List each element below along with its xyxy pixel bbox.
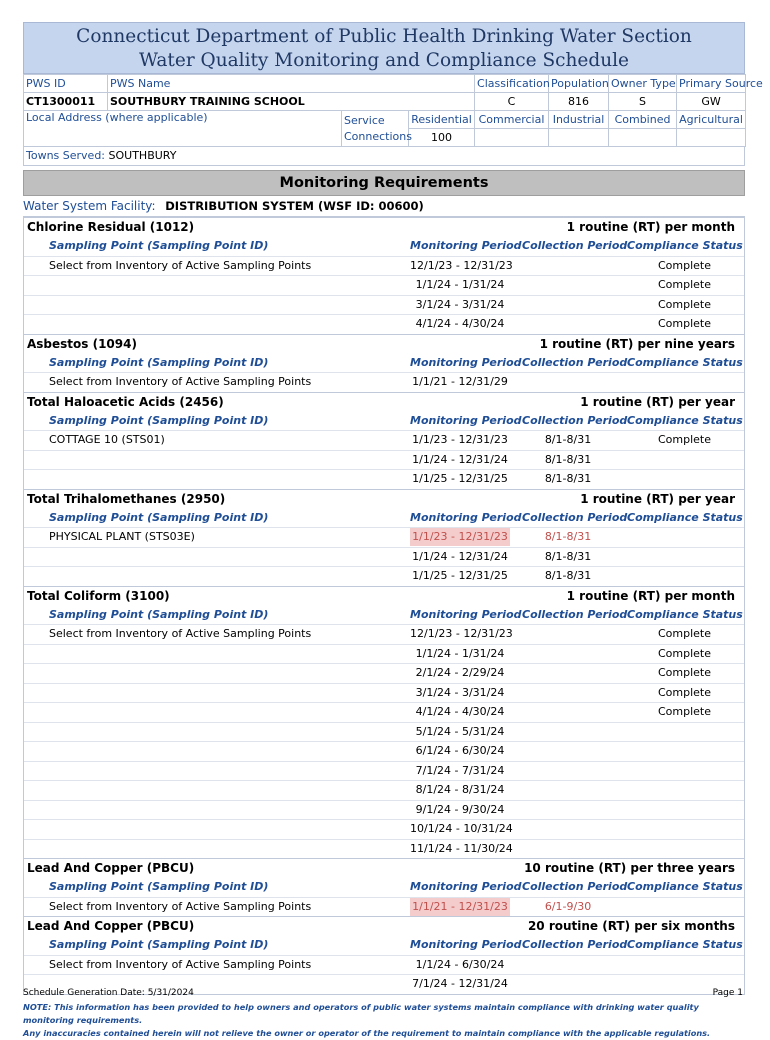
table-row [24, 450, 744, 470]
table-row [24, 819, 744, 839]
analyte-header [24, 489, 744, 509]
sampling-point-header: Sampling Point (Sampling Point ID) [49, 239, 269, 252]
analyte-name: Lead And Copper (PBCU) [27, 861, 195, 875]
compliance-status: Complete [657, 666, 711, 679]
compliance-status: Complete [657, 685, 711, 699]
monitoring-period: 12/1/23 - 12/31/23 [410, 258, 513, 272]
monitoring-period: 1/1/21 - 12/31/23 [410, 898, 510, 916]
collection-period-header: Collection Period [522, 938, 628, 951]
analyte-name: Lead And Copper (PBCU) [27, 919, 195, 933]
analyte-header [24, 858, 744, 878]
compliance-status: Complete [657, 705, 711, 718]
sampling-point-header: Sampling Point (Sampling Point ID) [49, 607, 269, 621]
service-connections-label: Service Connections [342, 111, 409, 147]
monitoring-period: 5/1/24 - 5/31/24 [415, 724, 505, 738]
table-row [24, 761, 744, 781]
towns-value: SOUTHBURY [108, 149, 177, 162]
title-line-2: Water Quality Monitoring and Compliance Schedule [139, 50, 629, 71]
monitoring-period: 1/1/24 - 1/31/24 [415, 646, 505, 660]
compliance-status: Complete [657, 278, 711, 291]
sampling-point: Select from Inventory of Active Sampling Points [49, 957, 312, 971]
table-row [24, 741, 744, 761]
primary-source-value: GW [677, 93, 746, 111]
column-header-row [24, 606, 744, 625]
compliance-status-header: Compliance Status [627, 880, 743, 893]
monitoring-period: 2/1/24 - 2/29/24 [415, 666, 505, 679]
disclaimer-note [23, 1001, 745, 1040]
towns-served [23, 147, 745, 166]
table-row [24, 430, 744, 450]
pws-name-label: PWS Name [108, 75, 475, 93]
monitoring-period: 1/1/24 - 12/31/24 [412, 452, 508, 466]
population-value: 816 [549, 93, 609, 111]
monitoring-frequency: 1 routine (RT) per year [580, 491, 735, 506]
residential-label: Residential [409, 111, 475, 129]
compliance-status-header: Compliance Status [627, 413, 743, 427]
owner-type-label: Owner Type [609, 75, 677, 93]
collection-period: 6/1-9/30 [544, 899, 592, 913]
note-line-2: Any inaccuracies contained herein will not relieve the owner or operator of the requirement to maintain compliance with the applicable regulations. [23, 1027, 711, 1038]
collection-period-header: Collection Period [522, 239, 628, 252]
table-row [24, 566, 744, 586]
sampling-point: Select from Inventory of Active Sampling Points [49, 258, 312, 272]
combined-value [609, 129, 677, 147]
analyte-header [24, 334, 744, 354]
compliance-status: Complete [657, 297, 711, 311]
monitoring-period: 1/1/21 - 12/31/29 [412, 375, 508, 388]
pws-id-value: CT1300011 [24, 93, 108, 111]
sampling-point-header: Sampling Point (Sampling Point ID) [49, 880, 269, 893]
table-row [24, 644, 744, 664]
population-label: Population [549, 75, 609, 93]
sampling-point-header: Sampling Point (Sampling Point ID) [49, 355, 269, 369]
schedule-page [23, 22, 763, 1040]
column-header-row [24, 878, 744, 897]
page-footer [23, 988, 745, 998]
monitoring-frequency: 20 routine (RT) per six months [527, 919, 735, 933]
collection-period-header: Collection Period [522, 355, 628, 369]
column-header-row [24, 936, 744, 955]
analyte-header [24, 217, 744, 237]
combined-label: Combined [609, 111, 677, 129]
towns-label: Towns Served: [26, 149, 106, 162]
table-row [24, 314, 744, 334]
table-row [24, 295, 744, 315]
table-row [24, 839, 744, 859]
sampling-point: Select from Inventory of Active Sampling Points [49, 899, 312, 913]
monitoring-period-header: Monitoring Period [410, 880, 522, 893]
table-row [24, 800, 744, 820]
sampling-point-header: Sampling Point (Sampling Point ID) [49, 413, 269, 427]
monitoring-period: 1/1/24 - 12/31/24 [412, 549, 508, 563]
collection-period: 8/1-8/31 [544, 549, 592, 563]
analyte-header [24, 392, 744, 412]
table-row [24, 780, 744, 800]
collection-period-header: Collection Period [522, 413, 628, 427]
monitoring-period: 1/1/25 - 12/31/25 [412, 569, 508, 582]
collection-period: 8/1-8/31 [544, 452, 592, 466]
facility-label: Water System Facility: [23, 199, 156, 213]
classification-value: C [475, 93, 549, 111]
monitoring-period-header: Monitoring Period [410, 239, 522, 252]
compliance-status: Complete [657, 317, 711, 330]
monitoring-period: 11/1/24 - 11/30/24 [410, 841, 513, 855]
water-system-facility [23, 196, 745, 217]
analyte-name: Total Coliform (3100) [27, 588, 170, 603]
industrial-label: Industrial [549, 111, 609, 129]
table-row [24, 663, 744, 683]
collection-period-header: Collection Period [522, 880, 628, 893]
table-row [24, 955, 744, 975]
monitoring-sections [23, 217, 745, 994]
monitoring-period: 1/1/23 - 12/31/23 [412, 433, 508, 446]
analyte-name: Asbestos (1094) [27, 336, 137, 351]
sampling-point-header: Sampling Point (Sampling Point ID) [49, 938, 269, 951]
table-row [24, 683, 744, 703]
monitoring-frequency: 1 routine (RT) per month [566, 220, 735, 234]
monitoring-frequency: 1 routine (RT) per year [580, 394, 735, 409]
facility-value: DISTRIBUTION SYSTEM (WSF ID: 00600) [165, 199, 424, 213]
analyte-name: Chlorine Residual (1012) [27, 220, 195, 234]
primary-source-label: Primary Source [677, 75, 746, 93]
pws-name-value: SOUTHBURY TRAINING SCHOOL [108, 93, 475, 111]
sampling-point-header: Sampling Point (Sampling Point ID) [49, 510, 269, 524]
monitoring-period: 4/1/24 - 4/30/24 [415, 705, 505, 718]
pws-id-label: PWS ID [24, 75, 108, 93]
collection-period: 8/1-8/31 [544, 530, 592, 543]
table-row [24, 624, 744, 644]
monitoring-period: 10/1/24 - 10/31/24 [410, 822, 513, 835]
monitoring-requirements-title: Monitoring Requirements [23, 170, 745, 196]
collection-period-header: Collection Period [522, 607, 628, 621]
monitoring-period-header: Monitoring Period [410, 355, 522, 369]
analyte-name: Total Haloacetic Acids (2456) [27, 394, 224, 409]
monitoring-period: 1/1/24 - 1/31/24 [415, 278, 505, 291]
monitoring-period: 1/1/23 - 12/31/23 [410, 528, 510, 546]
monitoring-period: 7/1/24 - 12/31/24 [412, 977, 508, 990]
compliance-status: Complete [657, 433, 711, 446]
monitoring-period: 3/1/24 - 3/31/24 [415, 297, 505, 311]
title-banner [23, 22, 745, 74]
table-row [24, 547, 744, 567]
note-line-1: NOTE: This information has been provided to help owners and operators of public water systems maintain compliance with drinking water quality monitoring requirements. [23, 1001, 699, 1025]
sampling-point: Select from Inventory of Active Sampling Points [49, 375, 312, 388]
monitoring-period-header: Monitoring Period [410, 607, 522, 621]
local-address-label: Local Address (where applicable) [24, 111, 342, 147]
monitoring-period: 12/1/23 - 12/31/23 [410, 627, 513, 640]
industrial-value [549, 129, 609, 147]
monitoring-period: 8/1/24 - 8/31/24 [415, 783, 505, 796]
monitoring-period: 4/1/24 - 4/30/24 [415, 317, 505, 330]
agricultural-value [677, 129, 746, 147]
residential-value: 100 [409, 129, 475, 147]
table-row [24, 897, 744, 917]
compliance-status-header: Compliance Status [627, 938, 743, 951]
sampling-point: COTTAGE 10 (STS01) [49, 433, 165, 446]
compliance-status: Complete [657, 646, 711, 660]
monitoring-period: 1/1/25 - 12/31/25 [412, 472, 508, 485]
pws-info-table [23, 74, 763, 147]
monitoring-period-header: Monitoring Period [410, 510, 522, 524]
commercial-value [475, 129, 549, 147]
compliance-status-header: Compliance Status [627, 607, 743, 621]
monitoring-period-header: Monitoring Period [410, 413, 522, 427]
monitoring-period: 7/1/24 - 7/31/24 [415, 763, 505, 777]
analyte-name: Total Trihalomethanes (2950) [27, 491, 226, 506]
table-row [24, 372, 744, 392]
table-row [24, 722, 744, 742]
generation-date: Schedule Generation Date: 5/31/2024 [23, 988, 194, 998]
agricultural-label: Agricultural [677, 111, 746, 129]
monitoring-frequency: 1 routine (RT) per nine years [539, 336, 735, 351]
compliance-status-header: Compliance Status [627, 239, 743, 252]
table-row [24, 275, 744, 295]
monitoring-period: 1/1/24 - 6/30/24 [415, 957, 505, 971]
table-row [24, 256, 744, 276]
column-header-row [24, 237, 744, 256]
column-header-row [24, 354, 744, 373]
collection-period-header: Collection Period [522, 510, 628, 524]
monitoring-period: 3/1/24 - 3/31/24 [415, 685, 505, 699]
compliance-status: Complete [657, 258, 711, 272]
commercial-label: Commercial [475, 111, 549, 129]
collection-period: 8/1-8/31 [544, 472, 592, 485]
page-number: Page 1 [712, 988, 743, 998]
monitoring-period-header: Monitoring Period [410, 938, 522, 951]
table-row [24, 469, 744, 489]
title-line-1: Connecticut Department of Public Health Drinking Water Section [76, 26, 692, 47]
compliance-status-header: Compliance Status [627, 510, 743, 524]
compliance-status-header: Compliance Status [627, 355, 743, 369]
monitoring-period: 9/1/24 - 9/30/24 [415, 802, 505, 816]
analyte-header [24, 916, 744, 936]
collection-period: 8/1-8/31 [544, 433, 592, 446]
monitoring-frequency: 10 routine (RT) per three years [524, 861, 735, 875]
sampling-point: PHYSICAL PLANT (STS03E) [49, 530, 195, 543]
sampling-point: Select from Inventory of Active Sampling Points [49, 627, 312, 640]
compliance-status: Complete [657, 627, 711, 640]
monitoring-frequency: 1 routine (RT) per month [566, 588, 735, 603]
analyte-header [24, 586, 744, 606]
column-header-row [24, 412, 744, 431]
monitoring-period: 6/1/24 - 6/30/24 [415, 744, 505, 757]
table-row [24, 527, 744, 547]
column-header-row [24, 509, 744, 528]
classification-label: Classification [475, 75, 549, 93]
table-row [24, 702, 744, 722]
collection-period: 8/1-8/31 [544, 569, 592, 582]
owner-type-value: S [609, 93, 677, 111]
